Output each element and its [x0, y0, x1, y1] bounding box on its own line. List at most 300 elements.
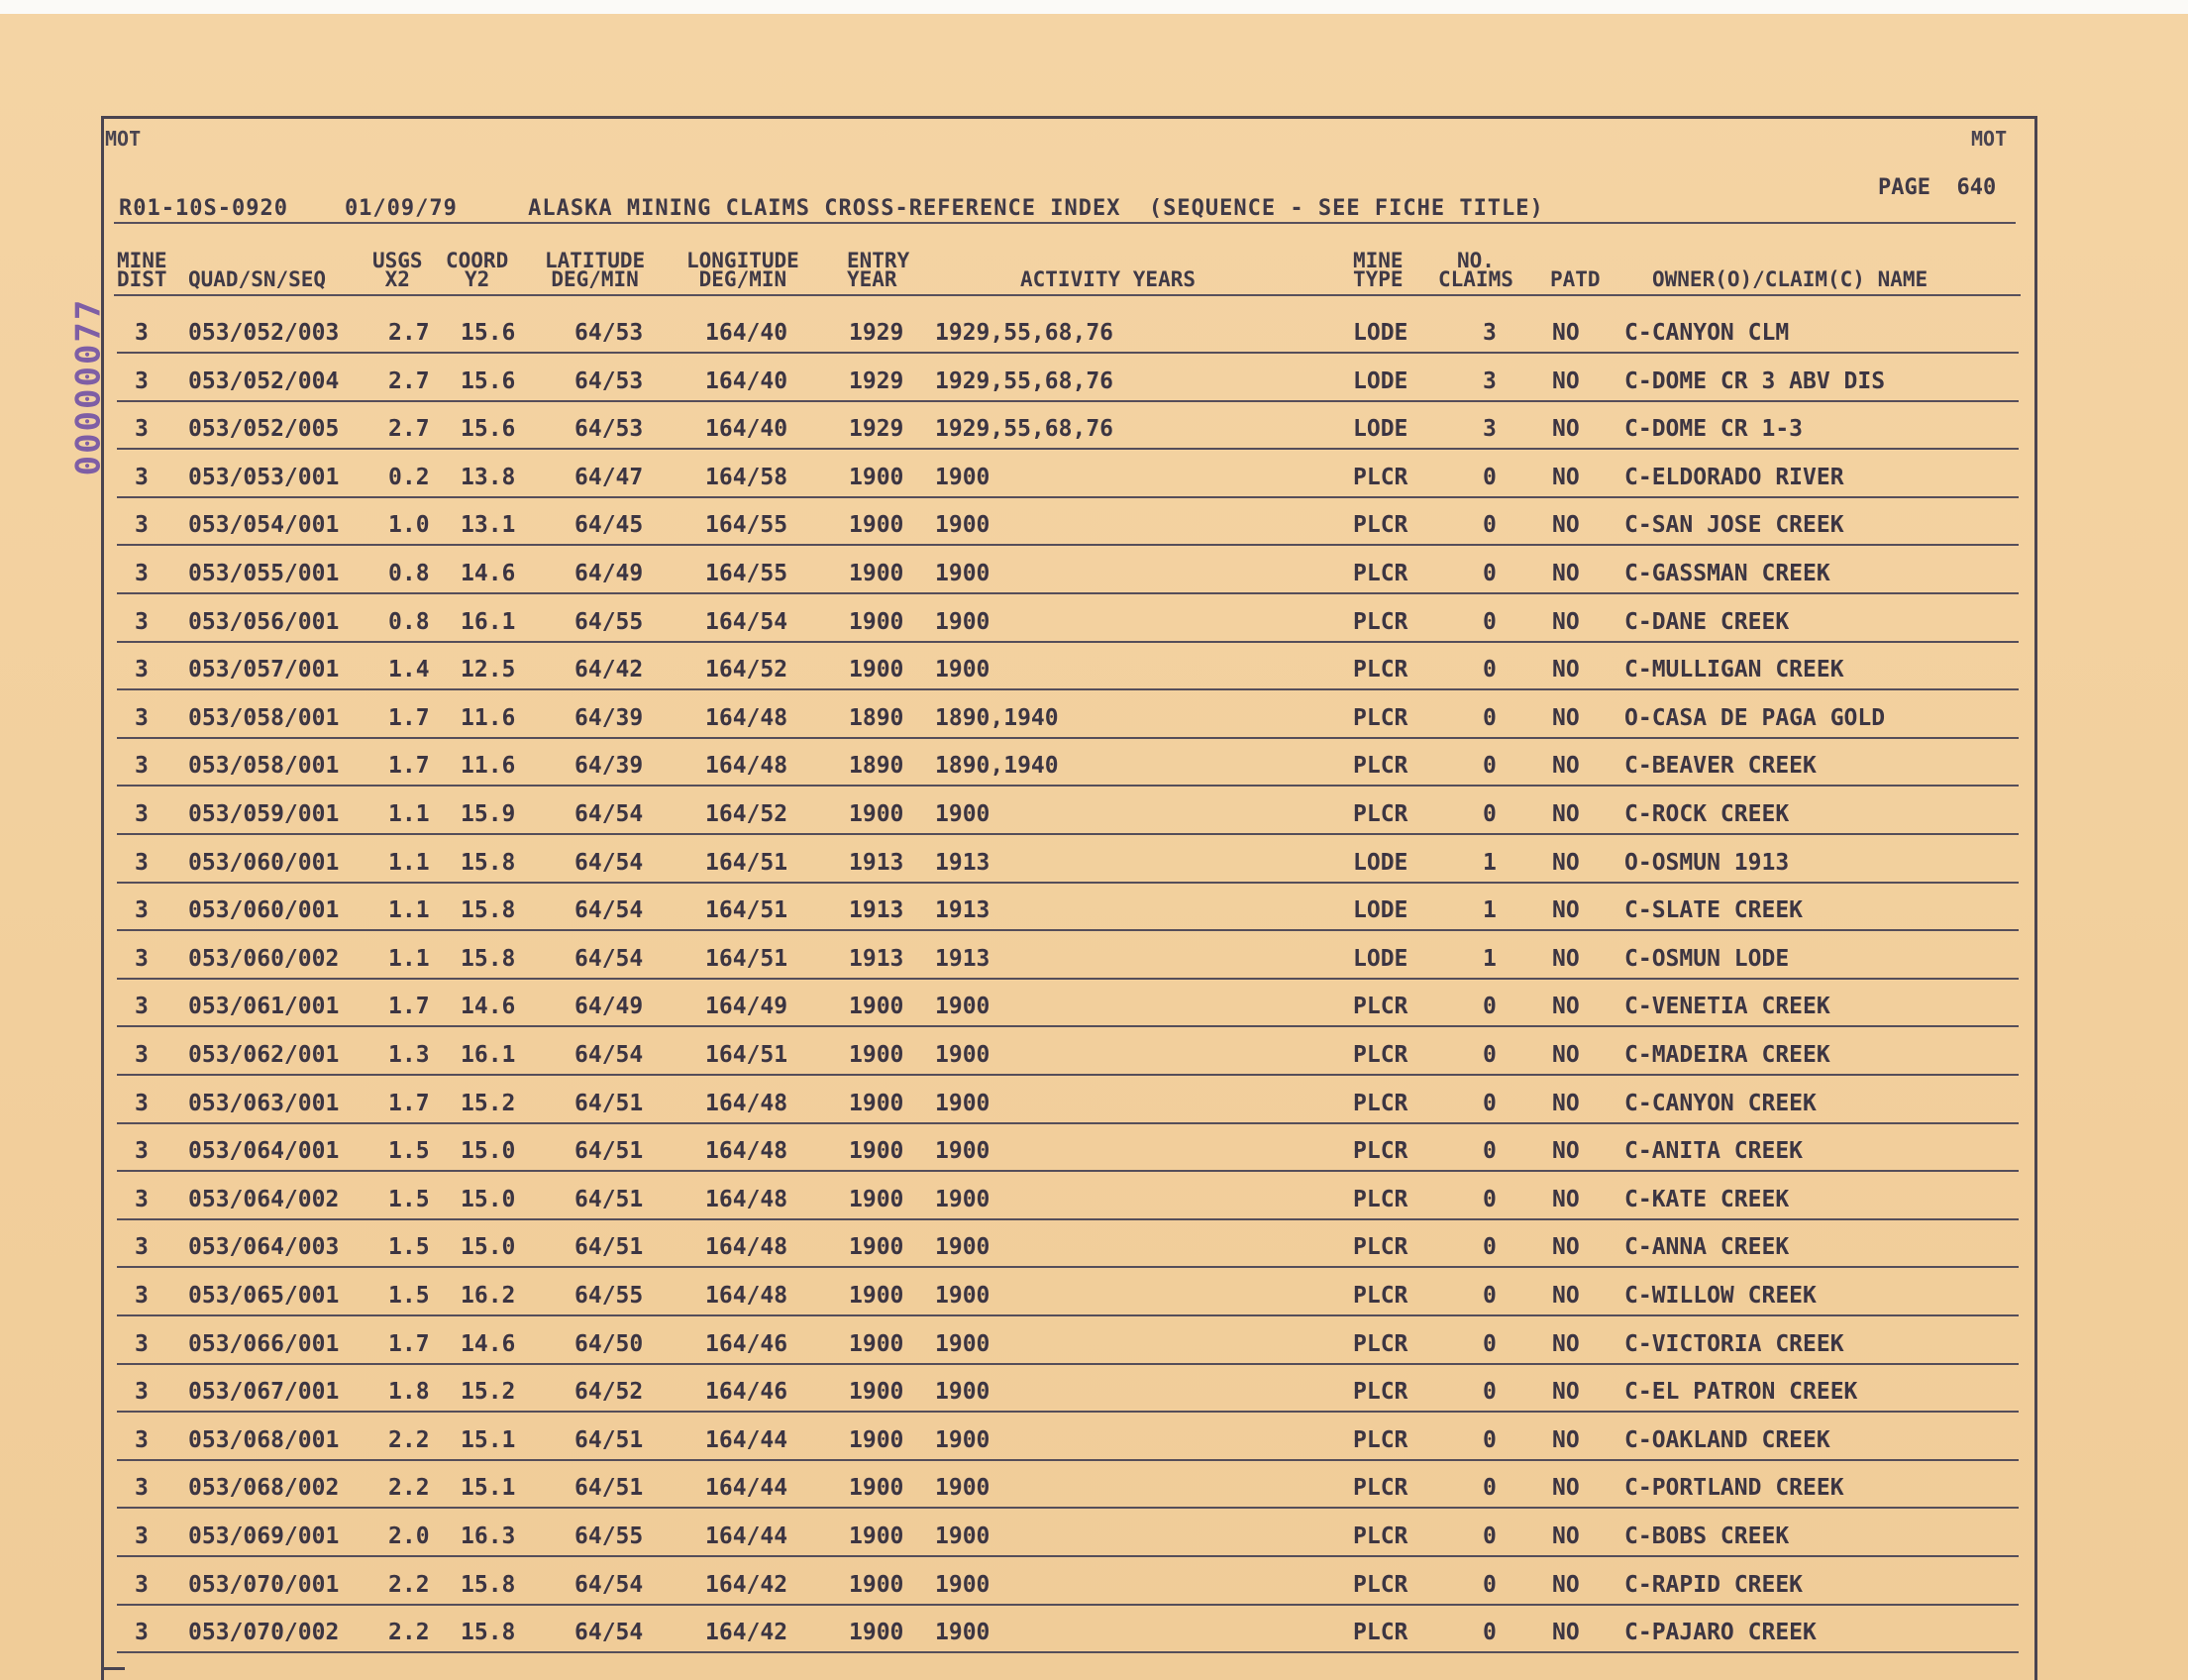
cell-patented: NO: [1552, 1283, 1580, 1309]
cell-no-claims: 0: [1483, 753, 1497, 780]
cell-coord-y2: 15.8: [461, 897, 516, 924]
cell-patented: NO: [1552, 1475, 1580, 1502]
cell-patented: NO: [1552, 464, 1580, 490]
cell-mine-dist: 3: [135, 1234, 149, 1261]
cell-owner-claim-name: C-ANNA CREEK: [1624, 1234, 1790, 1261]
cell-activity-years: 1929,55,68,76: [935, 320, 1114, 346]
cell-quad-sn-seq: 053/063/001: [188, 1090, 340, 1116]
cell-coord-y2: 16.2: [461, 1283, 516, 1309]
cell-longitude: 164/54: [705, 608, 788, 635]
cell-coord-y2: 14.6: [461, 1330, 516, 1357]
cell-usgs-x2: 1.8: [388, 1379, 430, 1406]
table-row: [0, 938, 2188, 986]
cell-longitude: 164/52: [705, 801, 788, 827]
cell-no-claims: 0: [1483, 801, 1497, 827]
cell-quad-sn-seq: 053/070/001: [188, 1571, 340, 1598]
report-date: 01/09/79: [344, 196, 458, 221]
cell-no-claims: 0: [1483, 1523, 1497, 1549]
cell-longitude: 164/40: [705, 416, 788, 443]
cell-owner-claim-name: C-PORTLAND CREEK: [1624, 1475, 1844, 1502]
cell-mine-type: PLCR: [1353, 1475, 1408, 1502]
corner-bracket: [103, 1667, 125, 1670]
cell-usgs-x2: 1.1: [388, 897, 430, 924]
cell-entry-year: 1900: [849, 608, 904, 635]
cell-entry-year: 1913: [849, 945, 904, 972]
cell-latitude: 64/51: [574, 1186, 644, 1212]
cell-usgs-x2: 1.5: [388, 1283, 430, 1309]
cell-owner-claim-name: C-SAN JOSE CREEK: [1624, 512, 1844, 539]
cell-mine-dist: 3: [135, 1475, 149, 1502]
cell-latitude: 64/51: [574, 1090, 644, 1116]
cell-coord-y2: 16.1: [461, 608, 516, 635]
cell-mine-type: PLCR: [1353, 1379, 1408, 1406]
cell-quad-sn-seq: 053/061/001: [188, 994, 340, 1020]
column-header-rule: [114, 294, 2021, 296]
cell-latitude: 64/45: [574, 512, 644, 539]
cell-owner-claim-name: O-OSMUN 1913: [1624, 849, 1790, 876]
cell-longitude: 164/51: [705, 897, 788, 924]
cell-usgs-x2: 1.7: [388, 1090, 430, 1116]
table-row: [0, 312, 2188, 360]
row-rule: [117, 785, 2019, 787]
cell-usgs-x2: 1.3: [388, 1042, 430, 1068]
cell-patented: NO: [1552, 849, 1580, 876]
cell-quad-sn-seq: 053/058/001: [188, 753, 340, 780]
row-rule: [117, 688, 2019, 690]
cell-activity-years: 1900: [935, 1042, 990, 1068]
cell-entry-year: 1900: [849, 1426, 904, 1453]
cell-longitude: 164/48: [705, 704, 788, 731]
cell-latitude: 64/47: [574, 464, 644, 490]
cell-activity-years: 1900: [935, 1330, 990, 1357]
cell-no-claims: 1: [1483, 849, 1497, 876]
cell-coord-y2: 15.6: [461, 368, 516, 394]
report-title: ALASKA MINING CLAIMS CROSS-REFERENCE INDEX (SEQUENCE - SEE FICHE TITLE): [528, 196, 1544, 221]
cell-activity-years: 1900: [935, 1426, 990, 1453]
cell-quad-sn-seq: 053/052/005: [188, 416, 340, 443]
cell-owner-claim-name: C-BEAVER CREEK: [1624, 753, 1817, 780]
table-row: [0, 842, 2188, 890]
cell-mine-dist: 3: [135, 561, 149, 586]
report-id: R01-10S-0920: [119, 196, 288, 221]
cell-usgs-x2: 1.1: [388, 801, 430, 827]
cell-latitude: 64/51: [574, 1426, 644, 1453]
cell-patented: NO: [1552, 945, 1580, 972]
cell-mine-type: PLCR: [1353, 1283, 1408, 1309]
cell-coord-y2: 14.6: [461, 561, 516, 586]
stamp-text: 00000077: [68, 297, 109, 476]
cell-usgs-x2: 1.7: [388, 704, 430, 731]
row-rule: [117, 448, 2019, 450]
cell-patented: NO: [1552, 994, 1580, 1020]
cell-mine-type: PLCR: [1353, 1186, 1408, 1212]
col-mine-dist: MINE DIST: [117, 249, 167, 291]
cell-mine-type: LODE: [1353, 849, 1408, 876]
cell-mine-type: PLCR: [1353, 561, 1408, 586]
cell-mine-dist: 3: [135, 1571, 149, 1598]
row-rule: [117, 1170, 2019, 1172]
cell-latitude: 64/50: [574, 1330, 644, 1357]
table-row: [0, 1564, 2188, 1612]
cell-mine-type: LODE: [1353, 416, 1408, 443]
cell-activity-years: 1900: [935, 1475, 990, 1502]
cell-latitude: 64/53: [574, 416, 644, 443]
cell-usgs-x2: 2.2: [388, 1426, 430, 1453]
cell-mine-type: PLCR: [1353, 1426, 1408, 1453]
cell-coord-y2: 11.6: [461, 753, 516, 780]
cell-no-claims: 0: [1483, 608, 1497, 635]
cell-entry-year: 1900: [849, 1283, 904, 1309]
cell-no-claims: 0: [1483, 704, 1497, 731]
table-row: [0, 1467, 2188, 1515]
row-rule: [117, 1604, 2019, 1606]
cell-activity-years: 1913: [935, 945, 990, 972]
cell-activity-years: 1900: [935, 1620, 990, 1646]
cell-mine-type: PLCR: [1353, 1330, 1408, 1357]
cell-latitude: 64/54: [574, 1571, 644, 1598]
cell-entry-year: 1900: [849, 1475, 904, 1502]
row-rule: [117, 592, 2019, 594]
cell-usgs-x2: 1.1: [388, 849, 430, 876]
cell-coord-y2: 15.9: [461, 801, 516, 827]
cell-latitude: 64/39: [574, 753, 644, 780]
cell-entry-year: 1900: [849, 1186, 904, 1212]
cell-owner-claim-name: C-DOME CR 1-3: [1624, 416, 1804, 443]
cell-longitude: 164/48: [705, 1138, 788, 1165]
cell-activity-years: 1900: [935, 1090, 990, 1116]
cell-latitude: 64/54: [574, 897, 644, 924]
table-row: [0, 457, 2188, 504]
cell-quad-sn-seq: 053/069/001: [188, 1523, 340, 1549]
cell-quad-sn-seq: 053/053/001: [188, 464, 340, 490]
cell-patented: NO: [1552, 1379, 1580, 1406]
col-latitude: LATITUDE DEG/MIN: [545, 249, 646, 291]
cell-mine-type: PLCR: [1353, 1138, 1408, 1165]
cell-owner-claim-name: C-DANE CREEK: [1624, 608, 1790, 635]
cell-longitude: 164/46: [705, 1330, 788, 1357]
cell-entry-year: 1890: [849, 704, 904, 731]
cell-entry-year: 1900: [849, 1330, 904, 1357]
cell-mine-dist: 3: [135, 1283, 149, 1309]
cell-longitude: 164/42: [705, 1620, 788, 1646]
table-row: [0, 1275, 2188, 1322]
table-row: [0, 1179, 2188, 1226]
cell-entry-year: 1900: [849, 512, 904, 539]
cell-latitude: 64/55: [574, 1523, 644, 1549]
cell-mine-dist: 3: [135, 1620, 149, 1646]
row-rule: [117, 641, 2019, 643]
table-row: [0, 1419, 2188, 1467]
table-row: [0, 1516, 2188, 1563]
cell-entry-year: 1900: [849, 657, 904, 683]
cell-mine-type: PLCR: [1353, 801, 1408, 827]
cell-activity-years: 1900: [935, 994, 990, 1020]
cell-patented: NO: [1552, 320, 1580, 346]
cell-usgs-x2: 2.2: [388, 1571, 430, 1598]
cell-entry-year: 1900: [849, 1138, 904, 1165]
cell-activity-years: 1890,1940: [935, 753, 1059, 780]
cell-latitude: 64/54: [574, 945, 644, 972]
table-row: [0, 408, 2188, 456]
cell-owner-claim-name: C-ROCK CREEK: [1624, 801, 1790, 827]
cell-coord-y2: 15.8: [461, 945, 516, 972]
cell-activity-years: 1900: [935, 1186, 990, 1212]
cell-patented: NO: [1552, 1234, 1580, 1261]
cell-patented: NO: [1552, 368, 1580, 394]
cell-latitude: 64/54: [574, 1620, 644, 1646]
cell-entry-year: 1929: [849, 368, 904, 394]
cell-longitude: 164/51: [705, 945, 788, 972]
row-rule: [117, 1363, 2019, 1365]
cell-mine-type: PLCR: [1353, 512, 1408, 539]
cell-patented: NO: [1552, 1571, 1580, 1598]
table-row: [0, 361, 2188, 408]
cell-entry-year: 1900: [849, 994, 904, 1020]
cell-entry-year: 1900: [849, 1042, 904, 1068]
cell-quad-sn-seq: 053/058/001: [188, 704, 340, 731]
cell-patented: NO: [1552, 1330, 1580, 1357]
row-rule: [117, 1122, 2019, 1124]
cell-owner-claim-name: C-CANYON CREEK: [1624, 1090, 1817, 1116]
cell-entry-year: 1900: [849, 1379, 904, 1406]
cell-usgs-x2: 1.5: [388, 1186, 430, 1212]
cell-owner-claim-name: C-VENETIA CREEK: [1624, 994, 1830, 1020]
cell-owner-claim-name: C-CANYON CLM: [1624, 320, 1790, 346]
cell-mine-dist: 3: [135, 994, 149, 1020]
cell-latitude: 64/55: [574, 608, 644, 635]
cell-usgs-x2: 1.7: [388, 1330, 430, 1357]
cell-mine-type: PLCR: [1353, 753, 1408, 780]
cell-patented: NO: [1552, 801, 1580, 827]
col-coord-y2: COORD Y2: [446, 249, 509, 291]
cell-no-claims: 0: [1483, 1186, 1497, 1212]
cell-usgs-x2: 1.4: [388, 657, 430, 683]
col-longitude: LONGITUDE DEG/MIN: [686, 249, 799, 291]
corner-label-left: MOT: [105, 127, 142, 151]
cell-mine-dist: 3: [135, 1523, 149, 1549]
row-rule: [117, 978, 2019, 980]
cell-mine-dist: 3: [135, 897, 149, 924]
cell-quad-sn-seq: 053/055/001: [188, 561, 340, 586]
cell-coord-y2: 15.6: [461, 320, 516, 346]
cell-coord-y2: 15.8: [461, 1620, 516, 1646]
cell-entry-year: 1900: [849, 1234, 904, 1261]
cell-mine-dist: 3: [135, 753, 149, 780]
cell-latitude: 64/49: [574, 994, 644, 1020]
cell-latitude: 64/52: [574, 1379, 644, 1406]
cell-usgs-x2: 0.8: [388, 608, 430, 635]
cell-quad-sn-seq: 053/070/002: [188, 1620, 340, 1646]
cell-activity-years: 1900: [935, 608, 990, 635]
cell-mine-dist: 3: [135, 1090, 149, 1116]
corner-label-right: MOT: [1971, 127, 2008, 151]
cell-quad-sn-seq: 053/052/003: [188, 320, 340, 346]
cell-coord-y2: 16.3: [461, 1523, 516, 1549]
row-rule: [117, 352, 2019, 354]
cell-activity-years: 1913: [935, 849, 990, 876]
cell-quad-sn-seq: 053/065/001: [188, 1283, 340, 1309]
cell-coord-y2: 13.8: [461, 464, 516, 490]
table-row: [0, 1083, 2188, 1130]
cell-usgs-x2: 2.7: [388, 320, 430, 346]
cell-entry-year: 1913: [849, 897, 904, 924]
cell-patented: NO: [1552, 1620, 1580, 1646]
cell-usgs-x2: 2.2: [388, 1475, 430, 1502]
cell-quad-sn-seq: 053/054/001: [188, 512, 340, 539]
cell-mine-dist: 3: [135, 1379, 149, 1406]
cell-quad-sn-seq: 053/068/002: [188, 1475, 340, 1502]
table-row: [0, 504, 2188, 552]
table-row: [0, 1612, 2188, 1659]
cell-no-claims: 3: [1483, 320, 1497, 346]
table-row: [0, 1034, 2188, 1082]
cell-longitude: 164/48: [705, 1090, 788, 1116]
cell-coord-y2: 15.2: [461, 1379, 516, 1406]
cell-longitude: 164/46: [705, 1379, 788, 1406]
cell-latitude: 64/53: [574, 368, 644, 394]
cell-no-claims: 3: [1483, 416, 1497, 443]
cell-no-claims: 0: [1483, 561, 1497, 586]
cell-latitude: 64/51: [574, 1234, 644, 1261]
cell-mine-type: LODE: [1353, 368, 1408, 394]
cell-entry-year: 1929: [849, 416, 904, 443]
table-row: [0, 1226, 2188, 1274]
cell-longitude: 164/48: [705, 1186, 788, 1212]
cell-latitude: 64/51: [574, 1475, 644, 1502]
cell-owner-claim-name: C-EL PATRON CREEK: [1624, 1379, 1858, 1406]
cell-quad-sn-seq: 053/064/003: [188, 1234, 340, 1261]
cell-mine-dist: 3: [135, 608, 149, 635]
cell-mine-dist: 3: [135, 1042, 149, 1068]
cell-coord-y2: 15.1: [461, 1426, 516, 1453]
cell-quad-sn-seq: 053/060/001: [188, 849, 340, 876]
cell-no-claims: 0: [1483, 657, 1497, 683]
cell-entry-year: 1900: [849, 464, 904, 490]
row-rule: [117, 833, 2019, 835]
cell-coord-y2: 15.2: [461, 1090, 516, 1116]
table-row: [0, 793, 2188, 841]
cell-mine-dist: 3: [135, 1138, 149, 1165]
table-row: [0, 601, 2188, 649]
cell-no-claims: 0: [1483, 1620, 1497, 1646]
cell-owner-claim-name: C-DOME CR 3 ABV DIS: [1624, 368, 1886, 394]
cell-longitude: 164/48: [705, 753, 788, 780]
cell-longitude: 164/51: [705, 1042, 788, 1068]
row-rule: [117, 737, 2019, 739]
cell-owner-claim-name: C-ANITA CREEK: [1624, 1138, 1804, 1165]
cell-quad-sn-seq: 053/064/001: [188, 1138, 340, 1165]
cell-coord-y2: 13.1: [461, 512, 516, 539]
cell-longitude: 164/40: [705, 368, 788, 394]
cell-no-claims: 0: [1483, 1426, 1497, 1453]
cell-quad-sn-seq: 053/052/004: [188, 368, 340, 394]
cell-mine-dist: 3: [135, 368, 149, 394]
cell-entry-year: 1900: [849, 1523, 904, 1549]
cell-coord-y2: 15.0: [461, 1234, 516, 1261]
cell-mine-dist: 3: [135, 320, 149, 346]
scan-edge: [0, 0, 2188, 14]
cell-mine-type: PLCR: [1353, 1620, 1408, 1646]
cell-usgs-x2: 1.5: [388, 1234, 430, 1261]
cell-activity-years: 1900: [935, 1283, 990, 1309]
row-rule: [117, 1074, 2019, 1076]
cell-activity-years: 1929,55,68,76: [935, 368, 1114, 394]
cell-mine-dist: 3: [135, 512, 149, 539]
cell-no-claims: 0: [1483, 1042, 1497, 1068]
cell-latitude: 64/39: [574, 704, 644, 731]
table-row: [0, 890, 2188, 937]
cell-coord-y2: 11.6: [461, 704, 516, 731]
cell-mine-type: LODE: [1353, 945, 1408, 972]
cell-no-claims: 0: [1483, 1234, 1497, 1261]
cell-patented: NO: [1552, 512, 1580, 539]
col-claims: NO. CLAIMS: [1438, 249, 1513, 291]
col-activity-years: ACTIVITY YEARS: [1020, 267, 1197, 291]
cell-longitude: 164/48: [705, 1234, 788, 1261]
cell-longitude: 164/55: [705, 561, 788, 586]
row-rule: [117, 1314, 2019, 1316]
page-number: PAGE 640: [1878, 175, 1997, 200]
cell-activity-years: 1900: [935, 512, 990, 539]
cell-mine-type: PLCR: [1353, 1042, 1408, 1068]
cell-quad-sn-seq: 053/060/001: [188, 897, 340, 924]
cell-quad-sn-seq: 053/062/001: [188, 1042, 340, 1068]
cell-entry-year: 1900: [849, 561, 904, 586]
cell-no-claims: 0: [1483, 1330, 1497, 1357]
cell-activity-years: 1900: [935, 1571, 990, 1598]
cell-mine-type: PLCR: [1353, 1234, 1408, 1261]
cell-no-claims: 0: [1483, 1283, 1497, 1309]
cell-usgs-x2: 2.7: [388, 416, 430, 443]
row-rule: [117, 882, 2019, 884]
cell-usgs-x2: 0.2: [388, 464, 430, 490]
cell-no-claims: 1: [1483, 945, 1497, 972]
cell-coord-y2: 15.8: [461, 1571, 516, 1598]
cell-quad-sn-seq: 053/064/002: [188, 1186, 340, 1212]
row-rule: [117, 1266, 2019, 1268]
cell-activity-years: 1900: [935, 801, 990, 827]
cell-longitude: 164/44: [705, 1475, 788, 1502]
cell-quad-sn-seq: 053/068/001: [188, 1426, 340, 1453]
cell-no-claims: 3: [1483, 368, 1497, 394]
col-owner-claim: OWNER(O)/CLAIM(C) NAME: [1652, 267, 1928, 291]
col-mine-type: MINE TYPE: [1353, 249, 1404, 291]
cell-quad-sn-seq: 053/059/001: [188, 801, 340, 827]
table-row: [0, 697, 2188, 745]
row-rule: [117, 1555, 2019, 1557]
cell-owner-claim-name: C-BOBS CREEK: [1624, 1523, 1790, 1549]
cell-owner-claim-name: C-MADEIRA CREEK: [1624, 1042, 1830, 1068]
cell-mine-dist: 3: [135, 704, 149, 731]
cell-usgs-x2: 1.0: [388, 512, 430, 539]
header-rule: [114, 222, 2016, 224]
cell-no-claims: 0: [1483, 1379, 1497, 1406]
cell-owner-claim-name: C-RAPID CREEK: [1624, 1571, 1804, 1598]
cell-mine-type: PLCR: [1353, 1571, 1408, 1598]
cell-coord-y2: 16.1: [461, 1042, 516, 1068]
cell-longitude: 164/51: [705, 849, 788, 876]
cell-entry-year: 1929: [849, 320, 904, 346]
cell-patented: NO: [1552, 1090, 1580, 1116]
cell-coord-y2: 15.0: [461, 1138, 516, 1165]
row-rule: [117, 1411, 2019, 1413]
cell-entry-year: 1900: [849, 1090, 904, 1116]
cell-latitude: 64/55: [574, 1283, 644, 1309]
row-rule: [117, 929, 2019, 931]
cell-owner-claim-name: C-WILLOW CREEK: [1624, 1283, 1817, 1309]
cell-longitude: 164/40: [705, 320, 788, 346]
cell-coord-y2: 12.5: [461, 657, 516, 683]
